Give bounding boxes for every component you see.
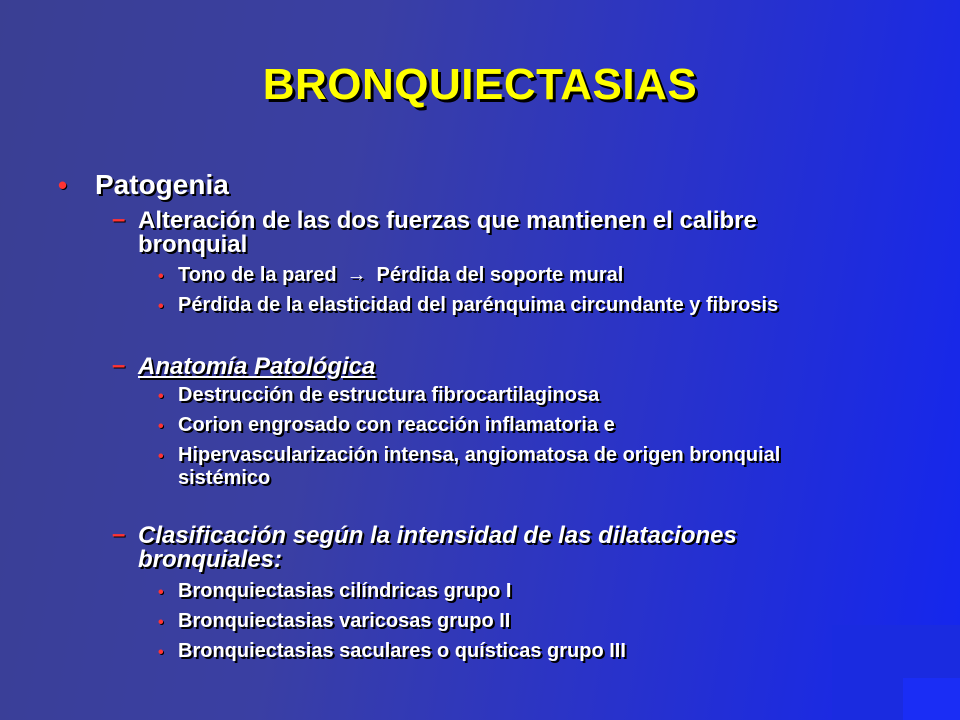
dash-bullet-icon: – [112,521,126,548]
section-3-label-line-1: Clasificación según la intensidad de las dilataciones [138,522,737,549]
section-2-item-1: Destrucción de estructura fibrocartilaginosa [178,384,600,406]
section-3-item-3: Bronquiectasias saculares o quísticas grupo III [178,640,626,662]
section-1-label-line-2: bronquial [138,231,248,258]
section-3-item-1: Bronquiectasias cilíndricas grupo I [178,580,512,602]
bullet-icon: • [158,298,164,315]
section-2-label: Anatomía Patológica [138,353,376,380]
bullet-icon: • [158,644,164,661]
section-1-item-1-part-1: Tono de la pared [178,264,337,286]
slide-title: BRONQUIECTASIAS [262,60,698,109]
bullet-icon: • [158,614,164,631]
bullet-icon: • [158,418,164,435]
bullet-icon: • [58,170,68,200]
bullet-icon: • [158,584,164,601]
section-2-item-3-line-1: Hipervascularización intensa, angiomatosa de origen bronquial [178,444,781,466]
section-3-label-line-2: bronquiales: [138,546,283,573]
dash-bullet-icon: – [112,352,126,379]
section-1-item-1 [178,264,623,287]
section-2-item-3-line-2: sistémico [178,467,271,489]
section-3-item-2: Bronquiectasias varicosas grupo II [178,610,511,632]
bullet-icon: • [158,448,164,465]
dash-bullet-icon: – [112,206,126,233]
heading-patogenia: Patogenia [95,169,229,200]
section-1-item-1-part-2: Pérdida del soporte mural [376,264,624,286]
section-2-item-2: Corion engrosado con reacción inflamatoria e [178,414,615,436]
bullet-icon: • [158,268,164,285]
right-arrow-icon: → [346,264,367,286]
section-1-item-2: Pérdida de la elasticidad del parénquima circundante y fibrosis [178,294,779,316]
bullet-icon: • [158,388,164,405]
section-1-label-line-1: Alteración de las dos fuerzas que mantienen el calibre [138,207,757,234]
